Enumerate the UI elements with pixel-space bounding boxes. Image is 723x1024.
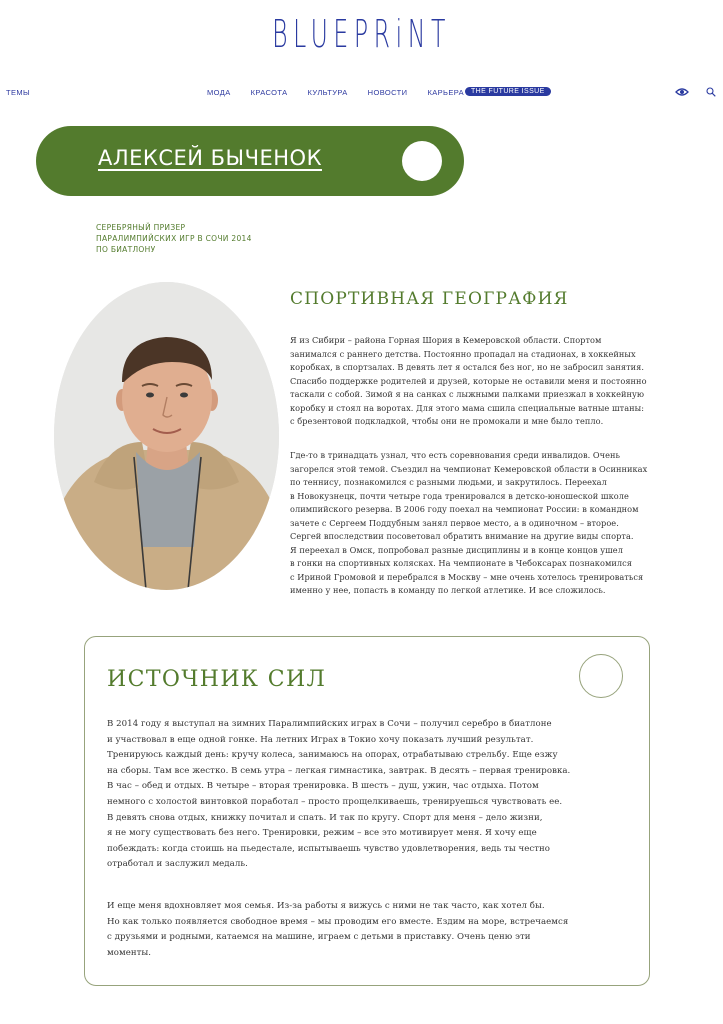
text-line: и участвовал в еще одной гонке. На летних Играх в Токио хочу показать лучший результат. xyxy=(107,734,534,745)
athlete-name-banner xyxy=(36,126,464,196)
nav-link-beauty[interactable]: КРАСОТА xyxy=(250,88,288,97)
top-nav xyxy=(0,84,723,100)
portrait-image xyxy=(54,282,279,590)
text-line: олимпийского резерва. В 2006 году поехал на чемпионат России: в командном xyxy=(290,504,639,514)
decorative-circle xyxy=(402,141,442,181)
section-heading-geography: СПОРТИВНАЯ ГЕОГРАФИЯ xyxy=(290,289,569,309)
strength-paragraph-1 xyxy=(107,717,570,873)
text-line: моменты. xyxy=(107,947,152,958)
text-line: В час – обед и отдых. В четыре – вторая тренировка. В шесть – душ, ужин, час отдыха. Потом xyxy=(107,781,539,792)
text-line: именно у нее, попасть в команду по легкой атлетике. И все сложилось. xyxy=(290,585,606,595)
text-line: занимался с раннего детства. Постоянно пропадал на стадионах, в хоккейных xyxy=(290,348,636,359)
subtitle-line: ПО БИАТЛОНУ xyxy=(96,245,156,254)
nav-link-career[interactable]: КАРЬЕРА xyxy=(427,88,465,97)
text-line: с друзьями и родными, катаемся на машине, играем с детьми в приставку. Очень ценю эти xyxy=(107,932,531,943)
text-line: Спасибо поддержке родителей и друзей, которые не оставили меня и постоянно xyxy=(290,375,647,386)
text-line: коробку и стоял на воротах. Для этого мама сшила специальные ватные штаны: xyxy=(290,402,645,413)
text-line: по теннису, познакомился с разными людьми, и закрутилось. Переехал xyxy=(290,477,607,487)
section-heading-strength: ИСТОЧНИК СИЛ xyxy=(107,667,327,692)
text-line: я не могу существовать без него. Тренировки, режим – все это мотивирует меня. Я хочу еще xyxy=(107,828,537,839)
text-line: на сборы. Там все жестко. В семь утра – легкая гимнастика, завтрак. В десять – первая тренировка. xyxy=(107,765,571,776)
text-line: Где-то в тринадцать узнал, что есть соревнования среди инвалидов. Очень xyxy=(290,450,621,460)
text-line: Я переехал в Омск, попробовал разные дисциплины и в конце концов ушел xyxy=(290,544,623,555)
text-line: отработал и заслужил медаль. xyxy=(107,859,248,870)
subtitle-line: СЕРЕБРЯНЫЙ ПРИЗЕР xyxy=(96,223,186,232)
text-line: в гонки на спортивных колясках. На чемпионате в Чебоксарах познакомился xyxy=(290,558,632,568)
geography-paragraph-1 xyxy=(290,334,647,429)
nav-link-fashion[interactable]: МОДА xyxy=(207,88,231,97)
decorative-circle xyxy=(579,654,623,698)
athlete-name[interactable]: АЛЕКСЕЙ БЫЧЕНОК xyxy=(98,146,322,170)
nav-themes[interactable]: ТЕМЫ xyxy=(6,88,31,97)
text-line: с брезентовой подкладкой, чтобы они не промокали и мне было тепло. xyxy=(290,416,604,426)
text-line: И еще меня вдохновляет моя семья. Из-за работы я вижусь с ними не так часто, как хотел бы. xyxy=(107,901,545,911)
text-line: Тренируюсь каждый день: кручу колеса, занимаюсь на опорах, отрабатываю стрельбу. Еще езжу xyxy=(107,750,558,761)
text-line: с Ириной Громовой и перебрался в Москву – мне очень хотелось тренироваться xyxy=(290,571,644,582)
text-line: Но как только появляется свободное время – мы проводим его вместе. Ездим на море, встречаемся xyxy=(107,916,569,927)
strength-paragraph-2 xyxy=(107,899,568,961)
future-issue-badge[interactable]: THE FUTURE ISSUE xyxy=(465,87,551,96)
text-line: таскали с собой. Зимой я на санках с лыжными палками приезжал в хоккейную xyxy=(290,389,645,399)
text-line: немного с холостой винтовкой поработал – просто прощелкиваешь, тренируешься чувствовать ее. xyxy=(107,796,563,807)
text-line: Я из Сибири – района Горная Шория в Кемеровской области. Спортом xyxy=(290,335,602,345)
geography-paragraph-2 xyxy=(290,449,647,598)
subtitle-line: ПАРАЛИМПИЙСКИХ ИГР В СОЧИ 2014 xyxy=(96,234,252,243)
text-line: коробках, в спортзалах. В девять лет я остался без ног, но не забросил занятия. xyxy=(290,362,645,372)
athlete-portrait xyxy=(54,282,279,590)
search-icon[interactable] xyxy=(706,87,716,97)
nav-link-news[interactable]: НОВОСТИ xyxy=(367,88,408,97)
text-line: В 2014 году я выступал на зимних Паралимпийских играх в Сочи – получил серебро в биатлоне xyxy=(107,719,552,729)
eye-icon[interactable] xyxy=(675,87,689,97)
athlete-subtitle xyxy=(96,222,252,255)
text-line: в Новокузнецк, почти четыре года тренировался в детско-юношеской школе xyxy=(290,490,629,501)
text-line: В девять снова отдых, книжку почитал и спать. И так по кругу. Спорт для меня – дело жизни, xyxy=(107,812,543,823)
text-line: загорелся этой темой. Съездил на чемпионат Кемеровской области в Осинниках xyxy=(290,463,648,474)
text-line: зачете с Сергеем Поддубным занял первое место, а в одиночном – второе. xyxy=(290,517,619,528)
source-of-strength-card xyxy=(84,636,650,986)
text-line: побеждать: когда стоишь на пьедестале, испытываешь чувство удовлетворения, ведь ты честно xyxy=(107,843,551,854)
text-line: Сергей впоследствии посоветовал обратить внимание на другие виды спорта. xyxy=(290,531,634,541)
nav-link-culture[interactable]: КУЛЬТУРА xyxy=(307,88,348,97)
nav-links xyxy=(207,88,484,97)
site-logo[interactable]: BLUEPRiNT xyxy=(272,12,451,56)
